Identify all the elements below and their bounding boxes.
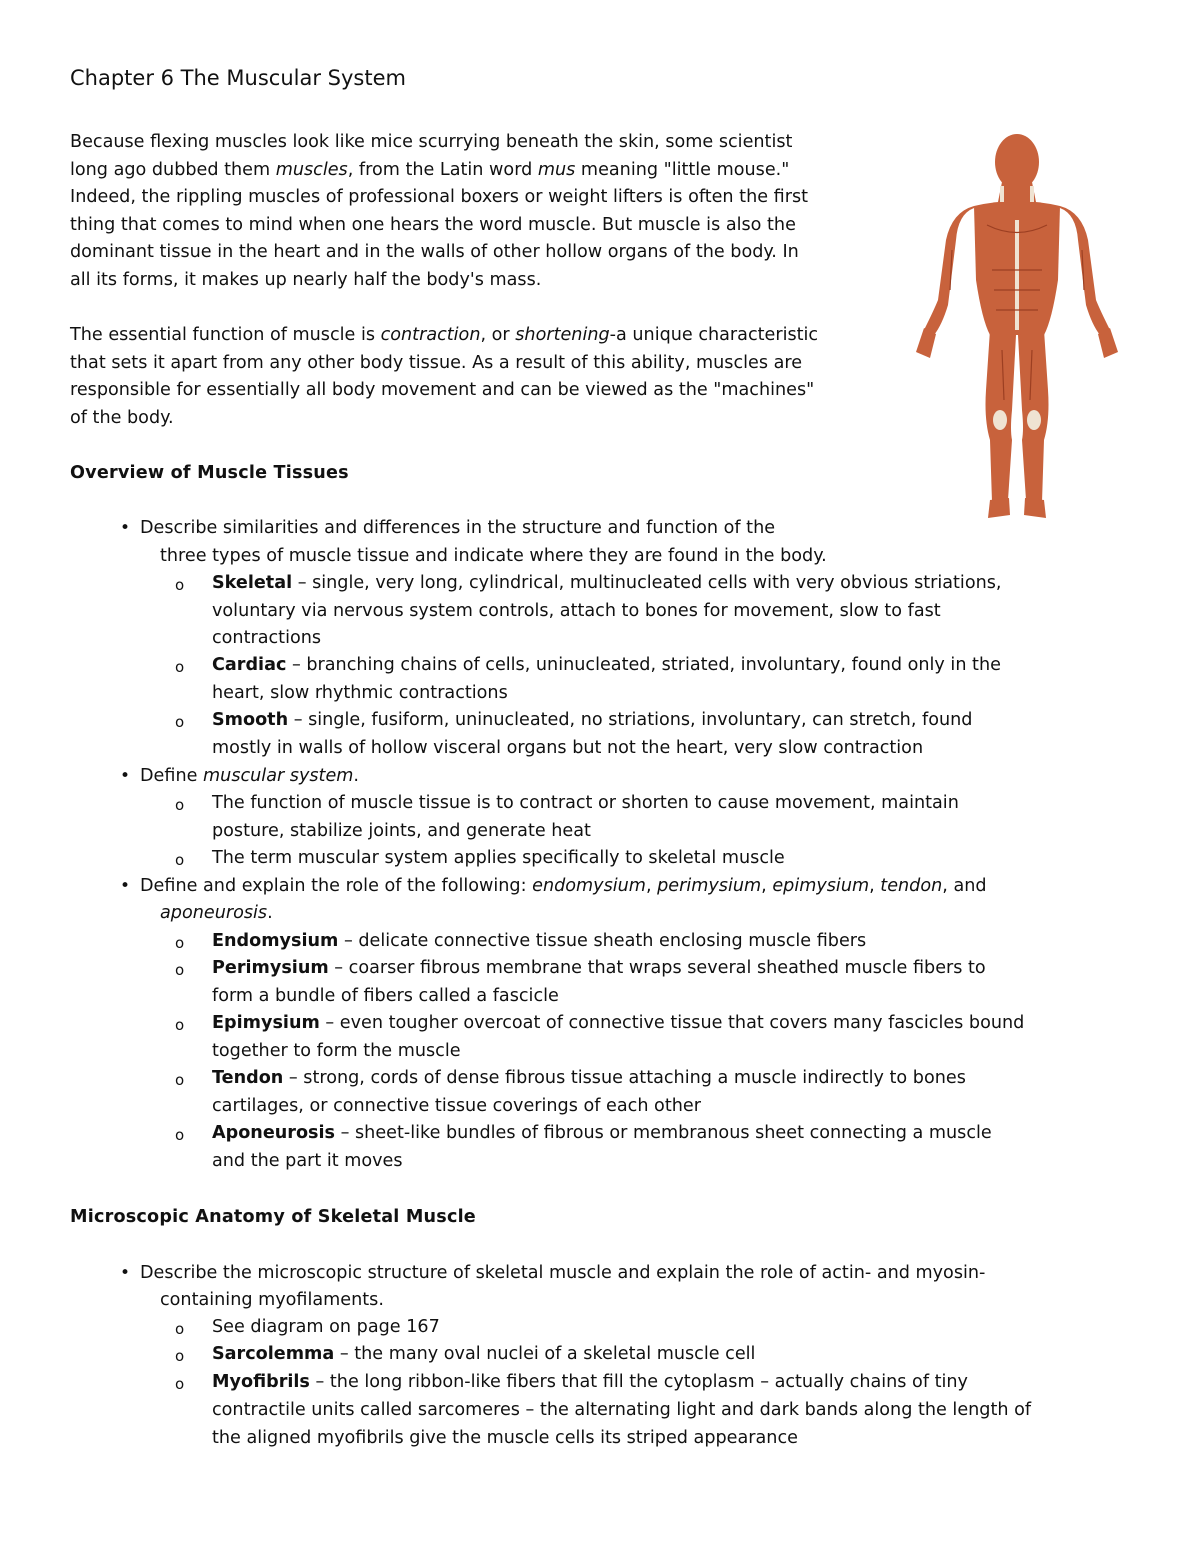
sub-bullet-marker: o [175, 1126, 185, 1144]
sub-bullet-marker: o [175, 1320, 185, 1338]
section-heading-overview: Overview of Muscle Tissues [70, 463, 349, 483]
paragraph-line: that sets it apart from any other body tissue. As a result of this ability, muscles are [70, 352, 803, 373]
bold-term: Sarcolemma [212, 1344, 335, 1364]
intro-paragraph [70, 129, 808, 294]
list-item-continuation: together to form the muscle [212, 1041, 461, 1061]
bold-term: Smooth [212, 710, 289, 730]
list-item-continuation: mostly in walls of hollow visceral organs but not the heart, very slow contraction [212, 738, 924, 758]
bullet-marker: • [120, 1263, 131, 1283]
bullet-item: Describe similarities and differences in the structure and function of the [140, 518, 776, 538]
bullet-marker: • [120, 766, 131, 786]
bullet-marker: • [120, 518, 131, 538]
italic-term: aponeurosis [160, 903, 268, 923]
paragraph-line: responsible for essentially all body movement and can be viewed as the "machines" [70, 380, 815, 400]
bold-term: Cardiac [212, 655, 287, 675]
sub-bullet-item: Sarcolemma – the many oval nuclei of a skeletal muscle cell [212, 1344, 756, 1364]
muscular-system-figure [912, 130, 1122, 530]
italic-term: epimysium [772, 876, 870, 896]
paragraph-line: thing that comes to mind when one hears the word muscle. But muscle is also the [70, 214, 796, 235]
paragraph-line: all its forms, it makes up nearly half the body's mass. [70, 269, 542, 290]
paragraph-line: Indeed, the rippling muscles of professional boxers or weight lifters is often the first [70, 187, 809, 207]
bold-term: Endomysium [212, 931, 339, 951]
italic-term: mus [537, 159, 576, 180]
italic-term: endomysium [532, 876, 646, 896]
list-item-continuation: heart, slow rhythmic contractions [212, 683, 508, 703]
sub-bullet-item: Epimysium – even tougher overcoat of connective tissue that covers many fascicles bound [212, 1013, 1025, 1033]
sub-bullet-marker: o [175, 576, 185, 594]
italic-term: shortening [515, 325, 610, 345]
italic-term: muscles [275, 159, 348, 180]
list-item-continuation: containing myofilaments. [160, 1290, 384, 1310]
bullet-marker: • [120, 876, 131, 896]
sub-bullet-marker: o [175, 1347, 185, 1365]
italic-term: contraction [380, 325, 481, 345]
sub-bullet-marker: o [175, 658, 185, 676]
section-heading-microscopic: Microscopic Anatomy of Skeletal Muscle [70, 1207, 476, 1227]
italic-term: muscular system [203, 766, 354, 786]
list-item-continuation: cartilages, or connective tissue coverings of each other [212, 1096, 701, 1116]
list-item-continuation: and the part it moves [212, 1151, 403, 1171]
function-paragraph [70, 322, 818, 432]
sub-bullet-marker: o [175, 851, 185, 869]
sub-bullet-marker: o [175, 1071, 185, 1089]
sub-bullet-item: Skeletal – single, very long, cylindrical, multinucleated cells with very obvious striations, [212, 573, 1002, 593]
sub-bullet-item: Tendon – strong, cords of dense fibrous tissue attaching a muscle indirectly to bones [212, 1068, 966, 1088]
sub-bullet-marker: o [175, 961, 185, 979]
sub-bullet-item: Perimysium – coarser fibrous membrane that wraps several sheathed muscle fibers to [212, 958, 986, 978]
paragraph-line: long ago dubbed them muscles, from the Latin word mus meaning "little mouse." [70, 159, 790, 180]
paragraph-line: Because flexing muscles look like mice scurrying beneath the skin, some scientist [70, 132, 793, 152]
sub-bullet-marker: o [175, 796, 185, 814]
sub-bullet-item: Smooth – single, fusiform, uninucleated, no striations, involuntary, can stretch, found [212, 710, 973, 730]
paragraph-line: The essential function of muscle is contraction, or shortening-a unique characteristic [70, 325, 819, 345]
list-item-continuation: voluntary via nervous system controls, attach to bones for movement, slow to fast [212, 601, 941, 621]
bold-term: Perimysium [212, 958, 329, 978]
list-item-continuation: contractile units called sarcomeres – the alternating light and dark bands along the length of [212, 1400, 1032, 1420]
bold-term: Epimysium [212, 1013, 320, 1033]
sub-bullet-item: The function of muscle tissue is to contract or shorten to cause movement, maintain [212, 793, 959, 813]
sub-bullet-item: Aponeurosis – sheet-like bundles of fibrous or membranous sheet connecting a muscle [212, 1123, 992, 1143]
sub-bullet-item: Myofibrils – the long ribbon-like fibers that fill the cytoplasm – actually chains of tiny [212, 1372, 968, 1392]
sub-bullet-marker: o [175, 1016, 185, 1034]
bold-term: Myofibrils [212, 1372, 310, 1392]
bullet-item: Describe the microscopic structure of skeletal muscle and explain the role of actin- and myosin- [140, 1263, 986, 1283]
sub-bullet-marker: o [175, 1375, 185, 1393]
list-item-continuation: posture, stabilize joints, and generate heat [212, 821, 591, 841]
sub-bullet-item: See diagram on page 167 [212, 1317, 440, 1337]
sub-bullet-marker: o [175, 713, 185, 731]
list-item-continuation: form a bundle of fibers called a fascicle [212, 986, 559, 1006]
sub-bullet-item: Cardiac – branching chains of cells, uninucleated, striated, involuntary, found only in the [212, 655, 1001, 675]
list-item-continuation: contractions [212, 628, 322, 648]
list-item-continuation: the aligned myofibrils give the muscle cells its striped appearance [212, 1428, 798, 1448]
bullet-item: Define muscular system. [140, 766, 360, 786]
list-item-continuation: three types of muscle tissue and indicate where they are found in the body. [160, 546, 827, 566]
sub-bullet-item: The term muscular system applies specifically to skeletal muscle [212, 848, 785, 868]
list-item-continuation: aponeurosis. [160, 903, 273, 923]
bold-term: Aponeurosis [212, 1123, 336, 1143]
italic-term: tendon [880, 876, 943, 896]
bullet-item: Define and explain the role of the following: endomysium, perimysium, epimysium, tendon, and [140, 876, 987, 896]
italic-term: perimysium [657, 876, 762, 896]
bold-term: Skeletal [212, 573, 293, 593]
paragraph-line: of the body. [70, 407, 174, 428]
page-title: Chapter 6 The Muscular System [70, 66, 406, 90]
sub-bullet-marker: o [175, 934, 185, 952]
paragraph-line: dominant tissue in the heart and in the walls of other hollow organs of the body. In [70, 242, 799, 262]
sub-bullet-item: Endomysium – delicate connective tissue sheath enclosing muscle fibers [212, 931, 867, 951]
bold-term: Tendon [212, 1068, 284, 1088]
